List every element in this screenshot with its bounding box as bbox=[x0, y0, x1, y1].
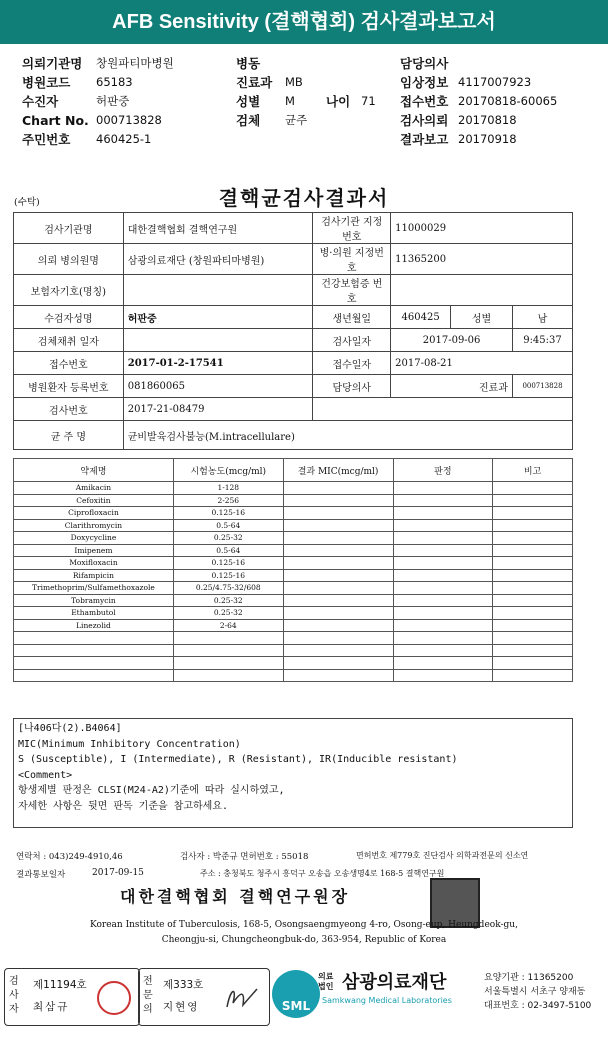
hdr-label: 담당의사 bbox=[400, 56, 449, 71]
report-title: AFB Sensitivity (결핵협회) 검사결과보고서 bbox=[0, 0, 608, 44]
info-value bbox=[123, 329, 313, 352]
drug-cell bbox=[393, 507, 493, 520]
sml-logo-text: SML bbox=[281, 999, 311, 1013]
drug-cell bbox=[393, 494, 493, 507]
info-value: 11000029 bbox=[391, 213, 573, 244]
drug-name: Imipenem bbox=[14, 544, 174, 557]
drug-name: Rifampicin bbox=[14, 569, 174, 582]
lab-address: 주소 : 충청북도 청주시 흥덕구 오송읍 오송생명4로 168-5 결핵연구원 bbox=[200, 869, 445, 878]
specialist-tag: 전문의 bbox=[143, 976, 153, 1015]
drug-cell bbox=[393, 594, 493, 607]
drug-name: Trimethoprim/Sulfamethoxazole bbox=[14, 582, 174, 595]
org-phone: 대표번호 : 02-3497-5100 bbox=[484, 1001, 592, 1011]
drug-cell bbox=[14, 644, 174, 657]
drug-cell bbox=[173, 632, 283, 645]
hdr-label: 검체 bbox=[236, 113, 261, 128]
drug-cell bbox=[393, 569, 493, 582]
director: 면허번호 제779호 진단검사 의학과전문의 신소연 bbox=[356, 851, 529, 860]
drug-cell bbox=[393, 557, 493, 570]
col-header: 결과 MIC(mcg/ml) bbox=[283, 459, 393, 482]
test-range: 1-128 bbox=[173, 482, 283, 495]
info-label: 검사번호 bbox=[14, 398, 124, 421]
info-value: 2017-09-06 bbox=[391, 329, 513, 352]
drug-cell bbox=[393, 519, 493, 532]
drug-cell bbox=[283, 519, 393, 532]
info-value: 허판중 bbox=[123, 306, 313, 329]
info-label: 검사기관명 bbox=[14, 213, 124, 244]
drug-cell bbox=[283, 507, 393, 520]
drug-row bbox=[14, 594, 573, 607]
inspector: 검사자 : 박준규 면허번호 : 55018 bbox=[180, 852, 309, 862]
info-label: 진료과 bbox=[391, 375, 513, 398]
info-label: 수검자성명 bbox=[14, 306, 124, 329]
hdr-label: 수진자 bbox=[22, 94, 59, 109]
report-heading: 결핵균검사결과서 bbox=[218, 186, 390, 210]
test-range: 0.5-64 bbox=[173, 544, 283, 557]
info-value: 균비발육검사불능(M.intracellulare) bbox=[123, 421, 572, 450]
tester-signature bbox=[4, 968, 140, 1026]
drug-cell bbox=[393, 632, 493, 645]
drug-row bbox=[14, 494, 573, 507]
drug-row-empty bbox=[14, 644, 573, 657]
hdr-label: 임상정보 bbox=[400, 75, 449, 90]
tester-name: 최삼규 bbox=[33, 1001, 70, 1013]
hdr-value: 균주 bbox=[285, 113, 308, 127]
drug-cell bbox=[493, 532, 573, 545]
drug-cell bbox=[283, 669, 393, 682]
signature-icon bbox=[223, 983, 261, 1013]
hdr-label: 성별 bbox=[236, 94, 261, 109]
drug-cell bbox=[283, 482, 393, 495]
info-label: 검사일자 bbox=[313, 329, 391, 352]
hdr-label: 진료과 bbox=[236, 75, 273, 90]
drug-table bbox=[13, 458, 573, 682]
hdr-label: 의뢰기관명 bbox=[22, 56, 83, 71]
drug-name: Linezolid bbox=[14, 619, 174, 632]
patient-header bbox=[0, 50, 608, 150]
report-date-label: 결과통보일자 bbox=[16, 870, 66, 880]
drug-cell bbox=[173, 657, 283, 670]
drug-cell bbox=[493, 557, 573, 570]
hdr-label: 접수번호 bbox=[400, 94, 449, 109]
hdr-value: 4117007923 bbox=[458, 75, 532, 89]
hdr-label: 병원코드 bbox=[22, 75, 71, 90]
drug-row bbox=[14, 607, 573, 620]
hdr-value: 20170918 bbox=[458, 132, 517, 146]
drug-cell bbox=[393, 644, 493, 657]
drug-cell bbox=[393, 482, 493, 495]
drug-cell bbox=[493, 569, 573, 582]
info-label: 접수번호 bbox=[14, 352, 124, 375]
drug-rows bbox=[14, 482, 573, 682]
drug-cell bbox=[173, 669, 283, 682]
hdr-label: 주민번호 bbox=[22, 132, 71, 147]
test-range: 0.25-32 bbox=[173, 594, 283, 607]
drug-cell bbox=[283, 532, 393, 545]
drug-row bbox=[14, 557, 573, 570]
seal-icon bbox=[97, 981, 131, 1015]
hdr-value: 허판중 bbox=[96, 94, 130, 108]
drug-cell bbox=[393, 607, 493, 620]
drug-name: Cefoxitin bbox=[14, 494, 174, 507]
tester-tag: 검사자 bbox=[9, 976, 19, 1015]
info-label: 보험자기호(명칭) bbox=[14, 275, 124, 306]
info-label: 병원환자 등록번호 bbox=[14, 375, 124, 398]
info-label: 병·의원 지정번호 bbox=[313, 244, 391, 275]
info-value bbox=[123, 275, 313, 306]
report-tag: (수탁) bbox=[14, 197, 40, 208]
comment-line: S (Susceptible), I (Intermediate), R (Resistant), IR(Inducible resistant) bbox=[18, 754, 458, 765]
drug-row bbox=[14, 619, 573, 632]
age-label: 나이 bbox=[326, 94, 351, 109]
info-label: 접수일자 bbox=[313, 352, 391, 375]
drug-row bbox=[14, 544, 573, 557]
drug-cell bbox=[493, 632, 573, 645]
drug-row bbox=[14, 482, 573, 495]
drug-row bbox=[14, 507, 573, 520]
info-value: 9:45:37 bbox=[512, 329, 572, 352]
info-label: 담당의사 bbox=[313, 375, 391, 398]
hdr-value: 20170818-60065 bbox=[458, 94, 558, 108]
drug-cell bbox=[14, 657, 174, 670]
hdr-label: 병동 bbox=[236, 56, 261, 71]
scanned-report bbox=[0, 162, 608, 962]
hdr-value: 460425-1 bbox=[96, 132, 152, 146]
info-label: 검체채취 일자 bbox=[14, 329, 124, 352]
drug-name: Tobramycin bbox=[14, 594, 174, 607]
comment-line: MIC(Minimum Inhibitory Concentration) bbox=[18, 738, 241, 750]
col-header: 판정 bbox=[393, 459, 493, 482]
hdr-value: 창원파티마병원 bbox=[96, 56, 174, 70]
info-value: 000713828 bbox=[512, 375, 572, 398]
info-value: 081860065 bbox=[123, 375, 313, 398]
hdr-label: 검사의뢰 bbox=[400, 113, 449, 128]
drug-cell bbox=[493, 519, 573, 532]
comment-line: <Comment> bbox=[18, 769, 73, 781]
test-range: 0.25/4.75-32/608 bbox=[173, 582, 283, 595]
hdr-value: 20170818 bbox=[458, 113, 517, 127]
drug-cell bbox=[393, 582, 493, 595]
institute-address-en: Korean Institute of Tuberculosis, 168-5, Osongsaengmyeong 4-ro, Osong-eup, Heungdeok-gu, bbox=[90, 920, 518, 930]
info-label: 균 주 명 bbox=[14, 421, 124, 450]
report-date-value: 2017-09-15 bbox=[92, 868, 144, 878]
drug-name: Ciprofloxacin bbox=[14, 507, 174, 520]
test-range: 2-256 bbox=[173, 494, 283, 507]
drug-cell bbox=[493, 644, 573, 657]
drug-cell bbox=[493, 669, 573, 682]
hdr-value: M bbox=[285, 94, 295, 108]
test-range: 0.25-32 bbox=[173, 607, 283, 620]
drug-row bbox=[14, 519, 573, 532]
hdr-value: MB bbox=[285, 75, 303, 89]
comment-line: [나406다(2).B4064] bbox=[18, 723, 122, 734]
drug-cell bbox=[283, 544, 393, 557]
hdr-value: 65183 bbox=[96, 75, 133, 89]
info-label: 검사기관 지정번호 bbox=[313, 213, 391, 244]
drug-row-empty bbox=[14, 669, 573, 682]
test-range: 2-64 bbox=[173, 619, 283, 632]
specialist-name: 지현영 bbox=[163, 1001, 200, 1013]
hdr-label: Chart No. bbox=[22, 113, 89, 128]
comment-line: 항생제별 판정은 CLSI(M24-A2)기준에 따라 실시하였고, bbox=[18, 785, 285, 796]
drug-cell bbox=[283, 569, 393, 582]
org-address: 서울특별시 서초구 양재동 bbox=[484, 987, 586, 997]
contact: 연락처 : 043)249-4910,46 bbox=[16, 852, 123, 862]
drug-cell bbox=[493, 544, 573, 557]
test-range: 0.5-64 bbox=[173, 519, 283, 532]
drug-cell bbox=[493, 607, 573, 620]
drug-cell bbox=[393, 532, 493, 545]
info-value bbox=[313, 398, 573, 421]
drug-cell bbox=[493, 594, 573, 607]
drug-cell bbox=[283, 632, 393, 645]
drug-name: Clarithromycin bbox=[14, 519, 174, 532]
info-value: 남 bbox=[512, 306, 572, 329]
test-range: 0.125-16 bbox=[173, 507, 283, 520]
org-small: 의료법인 bbox=[318, 972, 334, 991]
drug-cell bbox=[393, 657, 493, 670]
info-label: 의뢰 병의원명 bbox=[14, 244, 124, 275]
drug-cell bbox=[14, 669, 174, 682]
drug-row-empty bbox=[14, 657, 573, 670]
hdr-value: 000713828 bbox=[96, 113, 162, 127]
info-value: 460425 bbox=[391, 306, 451, 329]
drug-row bbox=[14, 532, 573, 545]
col-header: 약제명 bbox=[14, 459, 174, 482]
sml-logo bbox=[272, 970, 320, 1018]
drug-name: Ethambutol bbox=[14, 607, 174, 620]
drug-cell bbox=[283, 644, 393, 657]
info-value bbox=[391, 275, 573, 306]
info-value: 2017-08-21 bbox=[391, 352, 573, 375]
info-table bbox=[13, 212, 573, 450]
test-range: 0.125-16 bbox=[173, 569, 283, 582]
drug-cell bbox=[173, 644, 283, 657]
drug-cell bbox=[393, 544, 493, 557]
institute-address-en2: Cheongju-si, Chungcheongbuk-do, 363-954, Republic of Korea bbox=[161, 935, 447, 945]
info-label: 생년월일 bbox=[313, 306, 391, 329]
info-label: 성별 bbox=[451, 306, 513, 329]
drug-cell bbox=[283, 657, 393, 670]
org-name-en: Samkwang Medical Laboratories bbox=[322, 996, 452, 1005]
test-range: 0.25-32 bbox=[173, 532, 283, 545]
drug-cell bbox=[393, 619, 493, 632]
info-value: 2017-21-08479 bbox=[123, 398, 313, 421]
drug-row bbox=[14, 569, 573, 582]
footer bbox=[0, 966, 608, 1032]
org-name: 삼광의료재단 bbox=[342, 972, 447, 993]
drug-cell bbox=[493, 494, 573, 507]
care-no: 요양기관 : 11365200 bbox=[484, 973, 574, 983]
drug-cell bbox=[283, 607, 393, 620]
drug-cell bbox=[283, 582, 393, 595]
drug-cell bbox=[493, 657, 573, 670]
tester-no: 제11194호 bbox=[33, 979, 87, 991]
drug-row bbox=[14, 582, 573, 595]
drug-cell bbox=[493, 482, 573, 495]
col-header: 비고 bbox=[493, 459, 573, 482]
drug-cell bbox=[14, 632, 174, 645]
drug-name: Moxifloxacin bbox=[14, 557, 174, 570]
col-header: 시험농도(mcg/ml) bbox=[173, 459, 283, 482]
comment-box bbox=[13, 718, 573, 828]
info-value: 11365200 bbox=[391, 244, 573, 275]
info-label: 건강보험증 번호 bbox=[313, 275, 391, 306]
info-value: 2017-01-2-17541 bbox=[123, 352, 313, 375]
drug-cell bbox=[493, 507, 573, 520]
age-value: 71 bbox=[361, 94, 376, 108]
drug-name: Amikacin bbox=[14, 482, 174, 495]
drug-name: Doxycycline bbox=[14, 532, 174, 545]
drug-cell bbox=[393, 669, 493, 682]
drug-cell bbox=[493, 619, 573, 632]
info-value: 대한결핵협회 결핵연구원 bbox=[123, 213, 313, 244]
drug-cell bbox=[283, 557, 393, 570]
specialist-signature bbox=[138, 968, 270, 1026]
drug-row-empty bbox=[14, 632, 573, 645]
institute-name: 대한결핵협회 결핵연구원장 bbox=[120, 887, 351, 906]
drug-cell bbox=[283, 619, 393, 632]
info-value: 삼광의료재단 (창원파티마병원) bbox=[123, 244, 313, 275]
comment-line: 자세한 사항은 뒷면 판독 기준을 참고하세요. bbox=[18, 800, 229, 812]
drug-cell bbox=[283, 494, 393, 507]
test-range: 0.125-16 bbox=[173, 557, 283, 570]
drug-cell bbox=[493, 582, 573, 595]
hdr-label: 결과보고 bbox=[400, 132, 449, 147]
specialist-no: 제333호 bbox=[163, 979, 204, 991]
drug-cell bbox=[283, 594, 393, 607]
